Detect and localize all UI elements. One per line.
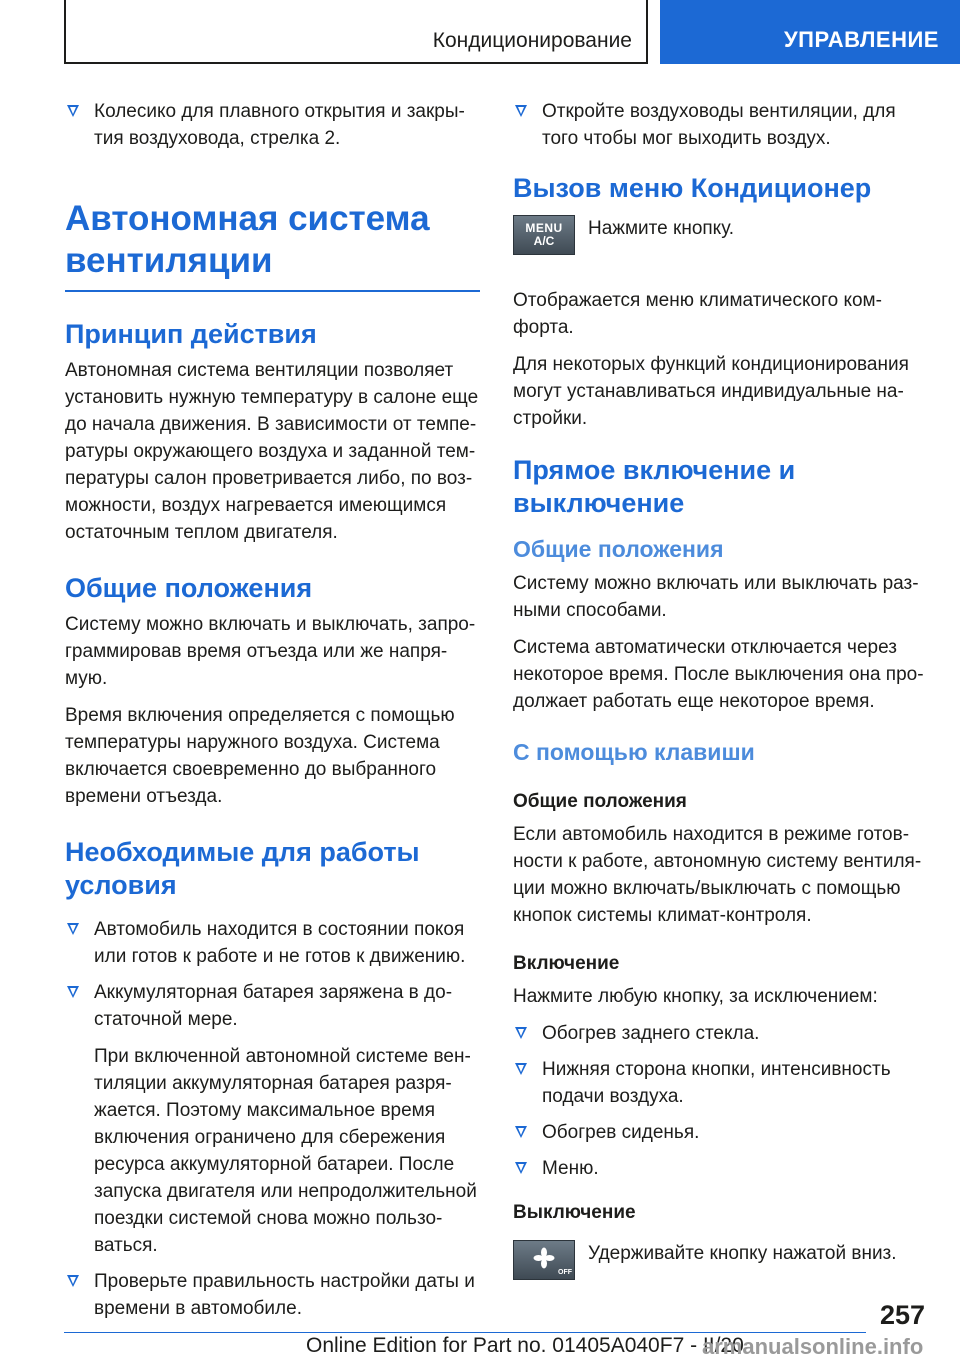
footer-divider xyxy=(64,1332,866,1333)
heading-on: Включение xyxy=(513,953,620,974)
list-item-note: При включенной автономной системе вен-тиляции аккумуляторная батарея разря-жается. Поэтому максимальное время включения ограничено для сбережения ресурса аккумуляторной батареи. После запуска двигателя или непродолжительной поездки системой снова можно пользо-ваться. xyxy=(94,1046,477,1256)
menu-ac-button-icon xyxy=(513,215,575,255)
heading-off: Выключение xyxy=(513,1202,636,1223)
heading-direct-general: Общие положения xyxy=(513,536,724,562)
paragraph-menu-1: Отображается меню климатического ком-форта. xyxy=(513,290,882,338)
list-item-text: Аккумуляторная батарея заряжена в до-статочной мере. xyxy=(94,982,453,1030)
list-item-text: Обогрев заднего стекла. xyxy=(542,1023,760,1044)
header-chapter-box xyxy=(660,0,960,64)
list-item xyxy=(513,98,925,152)
list-item-text: Проверьте правильность настройки даты и времени в автомобиле. xyxy=(94,1271,475,1319)
paragraph-menu-2: Для некоторых функций кондиционирования могут устанавливаться индивидуальные на-стройки. xyxy=(513,354,909,429)
main-heading-block xyxy=(65,198,480,292)
bullet-triangle-icon xyxy=(67,923,79,935)
paragraph-keys-1: Если автомобиль находится в режиме готов-ности к работе, автономную систему вентиля-ции можно включать/выключать с помощью кнопок системы климат-контроля. xyxy=(513,824,922,926)
watermark: armanualsonline.info xyxy=(702,1334,924,1359)
menu-button-row xyxy=(513,215,925,273)
off-key-label: OFF xyxy=(558,1269,572,1276)
paragraph-principle: Автономная система вентиляции позволяет установить нужную температуру в салоне еще до начала движения. В зависимости от темпе-ратуры окружающего воздуха и заданной тем-пературы салон проветривается либо, по воз-можности, воздух нагревается имеющимся остаточным теплом двигателя. xyxy=(65,360,479,543)
footer-edition: Online Edition for Part no. 01405A040F7 - II/20 xyxy=(306,1334,744,1357)
heading-requirements: Необходимые для работы условия xyxy=(65,837,420,900)
off-button-row xyxy=(513,1240,925,1298)
page-number: 257 xyxy=(880,1300,926,1330)
list-item xyxy=(513,1155,925,1182)
menu-key-label: MENU xyxy=(525,221,563,235)
bullet-triangle-icon xyxy=(515,1027,527,1039)
paragraph-direct-2: Система автоматически отключается через некоторое время. После выключения она про-должает работать еще некоторое время. xyxy=(513,637,924,712)
off-press-text: Удерживайте кнопку нажатой вниз. xyxy=(588,1243,897,1264)
header-section-box xyxy=(64,0,648,64)
ac-key-label: A/C xyxy=(533,234,555,248)
bullet-triangle-icon xyxy=(515,1063,527,1075)
bullet-triangle-icon xyxy=(515,1126,527,1138)
paragraph-general-2: Время включения определяется с помощью температуры наружного воздуха. Система включается своевременно до выбранного времени отъезда. xyxy=(65,705,455,807)
paragraph-direct-1: Систему можно включать или выключать раз-ными способами. xyxy=(513,573,919,621)
bullet-triangle-icon xyxy=(67,986,79,998)
heading-keys: С помощью клавиши xyxy=(513,739,755,765)
heading-principle: Принцип действия xyxy=(65,319,317,349)
heading-menu: Вызов меню Кондиционер xyxy=(513,173,872,203)
list-item xyxy=(513,1056,925,1110)
heading-keys-general: Общие положения xyxy=(513,791,687,812)
list-item-text: Обогрев сиденья. xyxy=(542,1122,700,1143)
main-heading: Автономная система вентиляции xyxy=(65,199,430,280)
right-column xyxy=(513,98,925,1312)
heading-direct: Прямое включение и выключение xyxy=(513,455,796,518)
list-item-text: Откройте воздуховоды вентиляции, для того чтобы мог выходить воздух. xyxy=(542,101,896,149)
bullet-triangle-icon xyxy=(67,1275,79,1287)
bullet-triangle-icon xyxy=(515,1162,527,1174)
fan-off-button-icon xyxy=(513,1240,575,1280)
list-item-text: Нижняя сторона кнопки, интенсивность подачи воздуха. xyxy=(542,1059,891,1107)
menu-press-text: Нажмите кнопку. xyxy=(588,218,735,239)
list-item-text: Автомобиль находится в состоянии покоя или готов к работе и не готов к движению. xyxy=(94,919,466,967)
heading-general: Общие положения xyxy=(65,573,313,603)
fan-icon xyxy=(514,1241,574,1279)
list-item xyxy=(513,1020,925,1047)
list-item xyxy=(65,1268,480,1322)
list-item-text: Колесико для плавного открытия и закры-тия воздуховода, стрелка 2. xyxy=(94,101,465,149)
chapter-title: УПРАВЛЕНИЕ xyxy=(784,27,939,52)
paragraph-general-1: Систему можно включать и выключать, запро-граммировав время отъезда или же напря-мую. xyxy=(65,614,476,689)
section-title: Кондиционирование xyxy=(432,29,632,52)
left-column xyxy=(65,98,480,1331)
list-item-text: Меню. xyxy=(542,1158,599,1179)
list-item xyxy=(513,1119,925,1146)
bullet-triangle-icon xyxy=(67,105,79,117)
list-item xyxy=(65,98,480,152)
bullet-triangle-icon xyxy=(515,105,527,117)
list-item xyxy=(65,916,480,970)
paragraph-on: Нажмите любую кнопку, за исключением: xyxy=(513,986,878,1007)
list-item xyxy=(65,979,480,1259)
